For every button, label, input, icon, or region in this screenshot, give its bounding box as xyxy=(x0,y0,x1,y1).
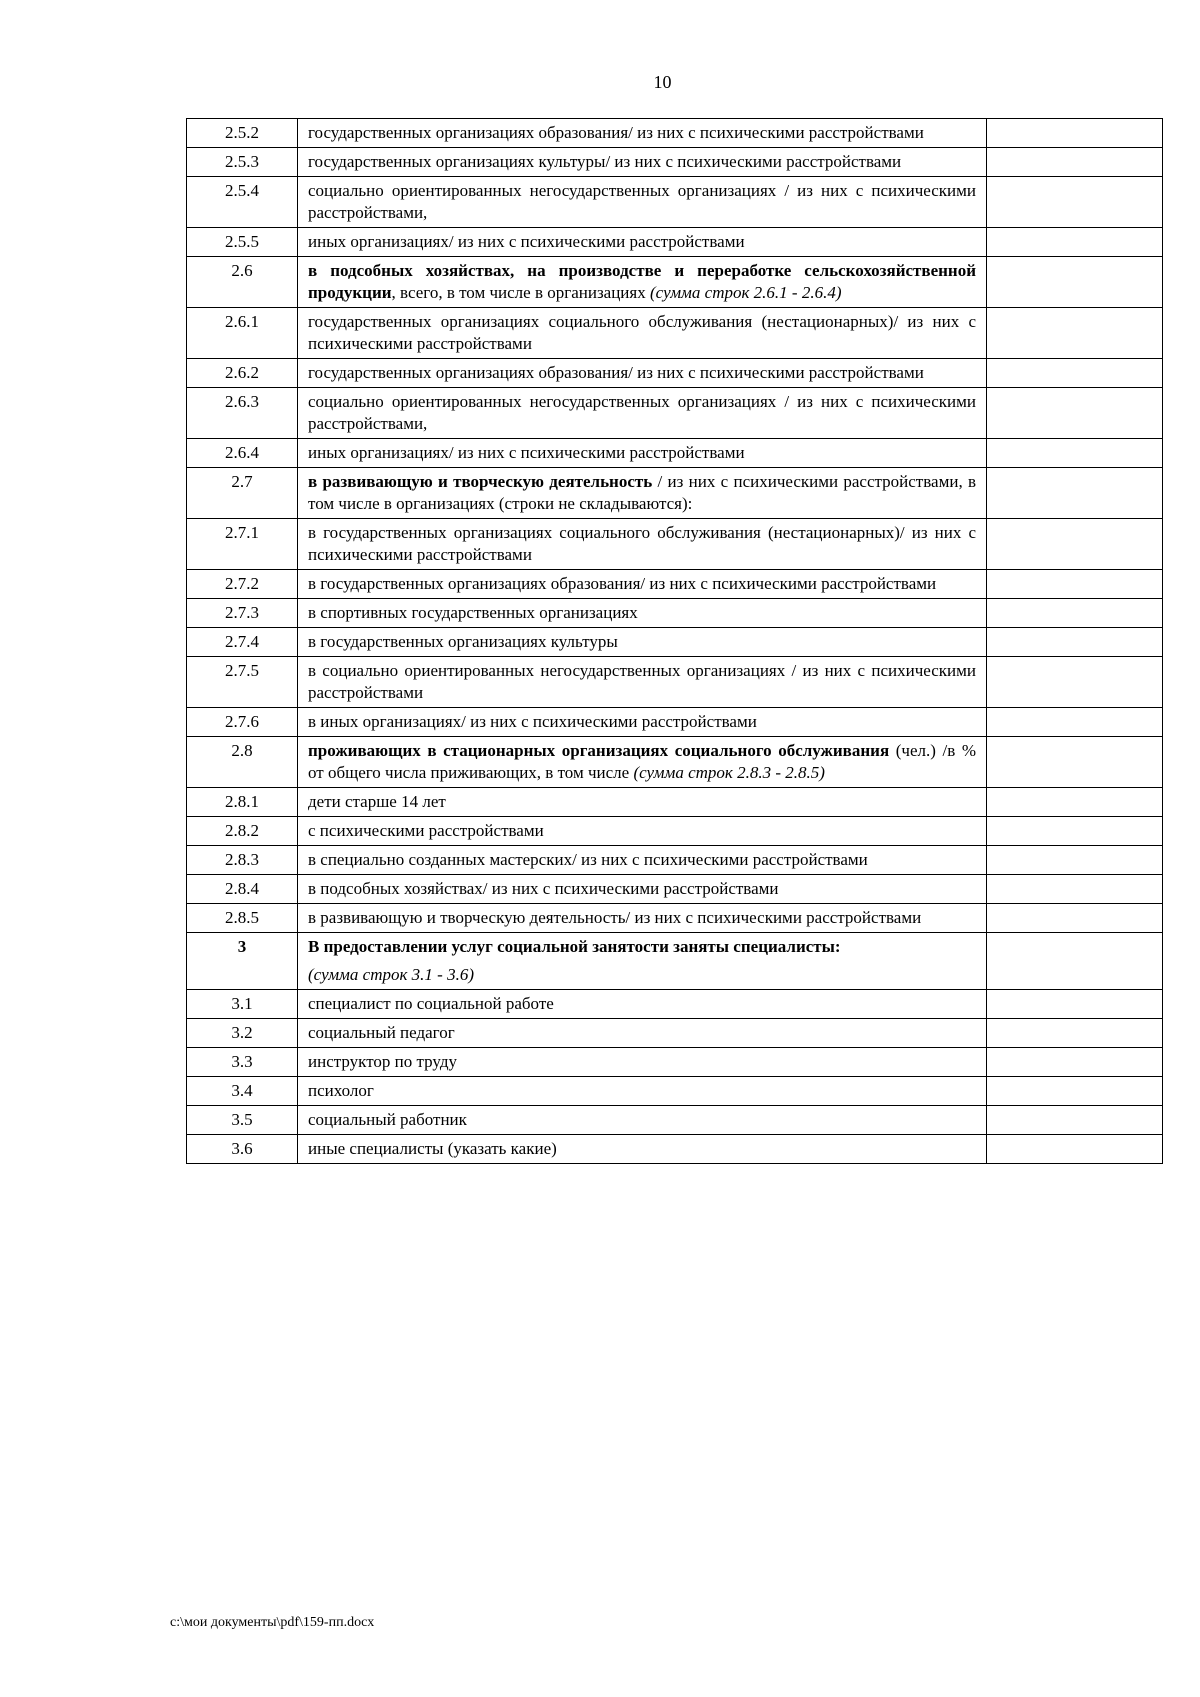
row-number: 3.4 xyxy=(187,1077,298,1106)
row-description-text: / из них с психическими расстройствами, в том числе в организациях (строки не складываются): xyxy=(308,472,977,513)
row-description-text: социальный работник xyxy=(308,1110,467,1129)
row-description-text: иные специалисты (указать какие) xyxy=(308,1139,557,1158)
row-description xyxy=(298,788,987,817)
table-row xyxy=(187,177,1163,228)
table-row xyxy=(187,359,1163,388)
row-value-cell[interactable] xyxy=(987,657,1163,708)
row-value-cell[interactable] xyxy=(987,846,1163,875)
row-description-text: психолог xyxy=(308,1081,374,1100)
row-description xyxy=(298,1135,987,1164)
row-description xyxy=(298,388,987,439)
row-description xyxy=(298,439,987,468)
table-row xyxy=(187,990,1163,1019)
table-row xyxy=(187,388,1163,439)
row-number: 3.1 xyxy=(187,990,298,1019)
row-description xyxy=(298,708,987,737)
row-value-cell[interactable] xyxy=(987,468,1163,519)
row-value-cell[interactable] xyxy=(987,439,1163,468)
row-description xyxy=(298,519,987,570)
row-description-text: в специально созданных мастерских/ из них с психическими расстройствами xyxy=(308,850,868,869)
row-number: 2.8.4 xyxy=(187,875,298,904)
row-description-text: в спортивных государственных организациях xyxy=(308,603,638,622)
row-description-text: социальный педагог xyxy=(308,1023,455,1042)
row-value-cell[interactable] xyxy=(987,308,1163,359)
row-value-cell[interactable] xyxy=(987,737,1163,788)
row-description xyxy=(298,1019,987,1048)
row-description xyxy=(298,817,987,846)
row-description xyxy=(298,846,987,875)
row-value-cell[interactable] xyxy=(987,148,1163,177)
row-number: 3 xyxy=(187,933,298,990)
row-value-cell[interactable] xyxy=(987,1019,1163,1048)
row-value-cell[interactable] xyxy=(987,388,1163,439)
table-row xyxy=(187,737,1163,788)
row-description-text: (чел.) /в % от общего числа приживающих, в том числе xyxy=(308,741,976,782)
row-value-cell[interactable] xyxy=(987,990,1163,1019)
row-description-text: иных организациях/ из них с психическими расстройствами xyxy=(308,232,745,251)
row-description-text: государственных организациях образования/ из них с психическими расстройствами xyxy=(308,363,924,382)
row-number: 2.5.3 xyxy=(187,148,298,177)
row-description-bold: В предоставлении услуг социальной занятости заняты специалисты: xyxy=(308,937,841,956)
row-number: 2.6.1 xyxy=(187,308,298,359)
row-number: 2.7.3 xyxy=(187,599,298,628)
row-value-cell[interactable] xyxy=(987,1077,1163,1106)
row-number: 2.8 xyxy=(187,737,298,788)
row-description-formula: (сумма строк 3.1 - 3.6) xyxy=(308,965,475,984)
row-number: 2.8.5 xyxy=(187,904,298,933)
table-row xyxy=(187,1077,1163,1106)
table-row xyxy=(187,519,1163,570)
row-number: 3.5 xyxy=(187,1106,298,1135)
row-description xyxy=(298,1077,987,1106)
row-description-text: специалист по социальной работе xyxy=(308,994,554,1013)
row-value-cell[interactable] xyxy=(987,933,1163,990)
row-description xyxy=(298,628,987,657)
row-number: 2.7.6 xyxy=(187,708,298,737)
row-number: 2.7 xyxy=(187,468,298,519)
row-number: 2.6.4 xyxy=(187,439,298,468)
row-number: 3.3 xyxy=(187,1048,298,1077)
row-description xyxy=(298,359,987,388)
table-row xyxy=(187,788,1163,817)
row-value-cell[interactable] xyxy=(987,904,1163,933)
row-description-text: в государственных организациях социального обслуживания (нестационарных)/ из них с психическими расстройствами xyxy=(308,523,976,564)
table-row xyxy=(187,228,1163,257)
table-row xyxy=(187,1106,1163,1135)
table-row xyxy=(187,468,1163,519)
row-description-text: социально ориентированных негосударственных организациях / из них с психическими расстройствами, xyxy=(308,181,976,222)
row-number: 2.8.3 xyxy=(187,846,298,875)
table-row xyxy=(187,570,1163,599)
table-row xyxy=(187,599,1163,628)
row-description-text: в государственных организациях культуры xyxy=(308,632,618,651)
table-body xyxy=(187,119,1163,1164)
row-value-cell[interactable] xyxy=(987,1135,1163,1164)
row-number: 2.6.3 xyxy=(187,388,298,439)
table-row xyxy=(187,308,1163,359)
row-number: 2.7.5 xyxy=(187,657,298,708)
row-description-text: , всего, в том числе в организациях xyxy=(391,283,646,302)
row-description xyxy=(298,228,987,257)
row-description xyxy=(298,657,987,708)
row-value-cell[interactable] xyxy=(987,599,1163,628)
row-description-text: в иных организациях/ из них с психическими расстройствами xyxy=(308,712,757,731)
row-description-bold: в подсобных хозяйствах, на производстве и переработке сельскохозяйственной продукции xyxy=(308,261,976,302)
table-row xyxy=(187,933,1163,990)
row-description-text: в развивающую и творческую деятельность/ из них с психическими расстройствами xyxy=(308,908,922,927)
row-number: 2.8.1 xyxy=(187,788,298,817)
row-value-cell[interactable] xyxy=(987,788,1163,817)
row-value-cell[interactable] xyxy=(987,817,1163,846)
row-value-cell[interactable] xyxy=(987,1048,1163,1077)
row-description-text: иных организациях/ из них с психическими расстройствами xyxy=(308,443,745,462)
row-description xyxy=(298,904,987,933)
row-description-formula: (сумма строк 2.6.1 - 2.6.4) xyxy=(649,283,842,302)
row-number: 2.5.2 xyxy=(187,119,298,148)
row-description-text: в государственных организациях образования/ из них с психическими расстройствами xyxy=(308,574,937,593)
row-value-cell[interactable] xyxy=(987,708,1163,737)
row-value-cell[interactable] xyxy=(987,570,1163,599)
table-row xyxy=(187,657,1163,708)
row-number: 3.6 xyxy=(187,1135,298,1164)
table-row xyxy=(187,628,1163,657)
table-row xyxy=(187,1019,1163,1048)
row-description-bold: проживающих в стационарных организациях социального обслуживания xyxy=(308,741,890,760)
statistics-table xyxy=(186,118,1163,1164)
row-description-text: государственных организациях образования/ из них с психическими расстройствами xyxy=(308,123,924,142)
table-row xyxy=(187,904,1163,933)
row-value-cell[interactable] xyxy=(987,628,1163,657)
row-number: 3.2 xyxy=(187,1019,298,1048)
row-description-text: с психическими расстройствами xyxy=(308,821,544,840)
row-number: 2.7.2 xyxy=(187,570,298,599)
row-description xyxy=(298,875,987,904)
row-description xyxy=(298,990,987,1019)
table-row xyxy=(187,148,1163,177)
row-description xyxy=(298,1106,987,1135)
row-description xyxy=(298,119,987,148)
table-row xyxy=(187,708,1163,737)
table-row xyxy=(187,846,1163,875)
row-description xyxy=(298,933,987,990)
row-number: 2.8.2 xyxy=(187,817,298,846)
row-description xyxy=(298,599,987,628)
row-description-text: государственных организациях культуры/ из них с психическими расстройствами xyxy=(308,152,902,171)
table-row xyxy=(187,1135,1163,1164)
table-row xyxy=(187,257,1163,308)
table-row xyxy=(187,817,1163,846)
row-value-cell[interactable] xyxy=(987,257,1163,308)
row-description xyxy=(298,1048,987,1077)
row-number: 2.7.4 xyxy=(187,628,298,657)
row-number: 2.5.4 xyxy=(187,177,298,228)
row-value-cell[interactable] xyxy=(987,1106,1163,1135)
row-description-text: социально ориентированных негосударственных организациях / из них с психическими расстройствами, xyxy=(308,392,976,433)
row-description xyxy=(298,257,987,308)
row-description xyxy=(298,737,987,788)
row-value-cell[interactable] xyxy=(987,359,1163,388)
row-description xyxy=(298,308,987,359)
table-row xyxy=(187,439,1163,468)
row-description-text: в социально ориентированных негосударственных организациях / из них с психическими расстройствами xyxy=(308,661,976,702)
row-description xyxy=(298,148,987,177)
row-value-cell[interactable] xyxy=(987,875,1163,904)
row-value-cell[interactable] xyxy=(987,119,1163,148)
footer-file-path: c:\мои документы\pdf\159-пп.docx xyxy=(170,1615,375,1630)
table-row xyxy=(187,119,1163,148)
row-number: 2.6.2 xyxy=(187,359,298,388)
row-description-text: в подсобных хозяйствах/ из них с психическими расстройствами xyxy=(308,879,779,898)
row-description-formula: (сумма строк 2.8.3 - 2.8.5) xyxy=(633,763,825,782)
row-value-cell[interactable] xyxy=(987,228,1163,257)
row-value-cell[interactable] xyxy=(987,177,1163,228)
row-description xyxy=(298,570,987,599)
table-row xyxy=(187,1048,1163,1077)
row-number: 2.7.1 xyxy=(187,519,298,570)
row-number: 2.5.5 xyxy=(187,228,298,257)
row-description xyxy=(298,177,987,228)
row-description-text: государственных организациях социального обслуживания (нестационарных)/ из них с психическими расстройствами xyxy=(308,312,976,353)
row-number: 2.6 xyxy=(187,257,298,308)
page-number: 10 xyxy=(653,72,672,92)
table-row xyxy=(187,875,1163,904)
row-description-text: дети старше 14 лет xyxy=(308,792,446,811)
row-value-cell[interactable] xyxy=(987,519,1163,570)
row-description-text: инструктор по труду xyxy=(308,1052,457,1071)
row-description-bold: в развивающую и творческую деятельность xyxy=(308,472,653,491)
row-description xyxy=(298,468,987,519)
